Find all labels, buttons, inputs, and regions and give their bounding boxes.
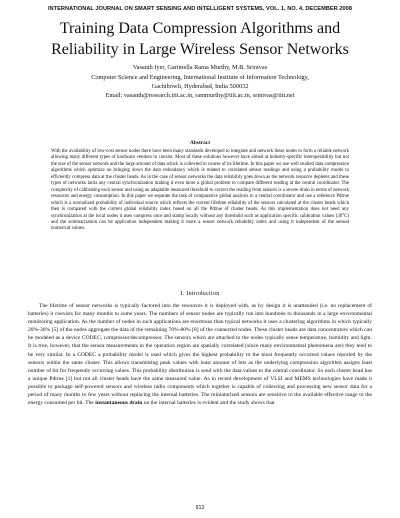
paragraph-tail: on the internal batteries is evident and the study shows that bbox=[143, 400, 275, 407]
title-line-2: Reliability in Large Wireless Sensor Networks bbox=[51, 41, 349, 58]
journal-header: INTERNATIONAL JOURNAL ON SMART SENSING AND INTELLIGENT SYSTEMS, VOL. 1, NO. 4, DECEMBER 2008 bbox=[47, 6, 352, 12]
author-list: Vasanth Iyer, Garimella Rama Murthy, M.B. Srinivas bbox=[132, 64, 268, 71]
affiliation-line-1: Computer Science and Engineering, International Institute of Information Technology, bbox=[91, 74, 309, 81]
title-line-1: Training Data Compression Algorithms and bbox=[59, 20, 341, 37]
abstract-text: With the availability of low-cost sensor nodes there have been many standards developed to integrate and network these nodes to form a reliable network allowing many different types of hardware vendors to coexist. Most of these solutions however have aimed at industry-specific interoperability but not the size of the sensor network and the large amount of data which is collected in course of its lifetime. In this paper we use well studied data compression algorithms which optimize on bringing down the data redundancy which is related to correlated sensor readings and using a probability model to efficiently compress data at the cluster heads. As in the case of sensor networks the data reliability goes down as the network resource depletes and these types of networks lacks any central synchronization making it even more a global problem to compare different reading at the central coordinator. The complexity of calibrating each sensor and using an adaptable measured threshold to correct the reading from sensors is a severe drain in terms of network resources and energy consumption. In this paper we separate the task of comparative global analysis to a central coordinator and use a reference Pdtrue which is a normalized probability of individual source which reflects the current lifetime reliability of the sensors calculated at the cluster heads which then is compared with the current global reliability index based on all the Pdtrue of cluster heads. As this implementation does not need any synchronization at the local nodes it uses compress once and stamp locally without any threshold such as application specific calibration values (30°C) and the summarization can be application independent making it more a sensor network reliability index and using it independent of the sensed numerical values. bbox=[51, 149, 349, 232]
page-number: 912 bbox=[195, 505, 205, 511]
section-heading-introduction: I. Introduction bbox=[180, 291, 220, 297]
paper-title bbox=[20, 18, 380, 60]
paragraph-text: The lifetime of sensor networks is typically factored into the resources it is deployed with, as by design it is unattended (i.e. no replacement of batteries) it coexists for many months to some years. The numbers of sensor nodes are typically run into hundreds to thousands in a large environmental monitoring application. As the number of nodes in such applications are enormous than typical networks it uses a clustering algorithms in which typically 20%-30% [5] of the nodes aggregate the data of the remaining 70%-80% [8] of the connected nodes. These cluster heads are data concentrators which can be modeled as a device CODEC, compressor/decompressor. The sensors which are attached to the nodes typically sense temperature, humidity and light. It is true, however, that the sensor measurements in the operation region are spatially correlated (since many environmental phenomena are) they tend to be very similar. In a CODEC a probability model is used which gives the highest probability to the most frequently occurred values reported by the sensors within the same cluster. This allows transmitting peak values with least amount of bits as the underlying compression algorithm assigns least number of bit for frequently occurring values. This probability distribution is send with the data values to the central coordinator. So each cluster head has a unique Pdtrue [1] but not all cluster heads have the same measured value. As in recent development of VLSI and MEMS technologies have made it possible to package self-powered sensors and wireless radio components which together is capable of collecting and processing new sensor data for a period of many months to few years without replacing the internal batteries. The miniaturized sensors are sensitive to the available effective range to the energy consumed per bit. The bbox=[28, 303, 372, 407]
introduction-paragraph bbox=[28, 302, 372, 407]
affiliation-line-2: Gachibowli, Hyderabad, India 500032 bbox=[151, 83, 249, 91]
abstract-heading: Abstract bbox=[189, 140, 211, 146]
affiliation-email: Email: vasanth@research.iiit.ac.in, rammurthy@iiit.ac.in, srinivas@iiit.net bbox=[105, 92, 295, 100]
affiliation-block bbox=[20, 73, 380, 101]
bold-term: instantaneous drain bbox=[95, 400, 143, 407]
introduction-body bbox=[28, 302, 372, 407]
